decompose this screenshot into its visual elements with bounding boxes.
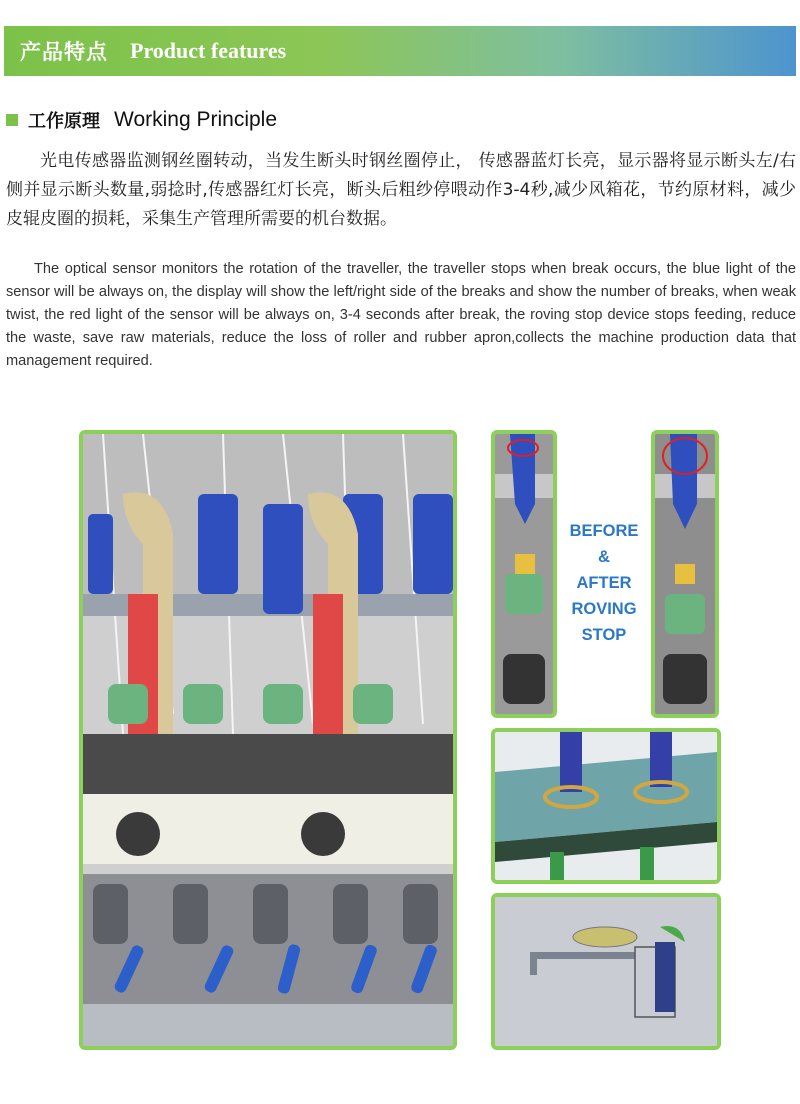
sensor-cad-render	[491, 728, 721, 884]
section-heading	[6, 106, 277, 134]
banner-title-cn: 产品特点	[20, 40, 108, 64]
label-roving: ROVING	[571, 600, 637, 618]
label-after: AFTER	[576, 574, 632, 592]
description-en: The optical sensor monitors the rotation of the traveller, the traveller stops when break occurs, the blue light of the sensor will be always on, the display will show the left/right side of the breaks and show the number of breaks, when weak twist, the red light of the sensor will be always on, 3-4 seconds after break, the roving stop device stops feeding, reduce the waste, save raw materials, reduce the loss of roller and rubber apron,collects the machine production data that management required.	[6, 261, 796, 369]
section-title-cn: 工作原理	[28, 111, 100, 132]
section-title-en: Working Principle	[114, 108, 278, 131]
banner-title-en: Product features	[130, 38, 287, 63]
description-cn: 光电传感器监测钢丝圈转动，当发生断头时钢丝圈停止， 传感器蓝灯长亮，显示器将显示断头左/右侧并显示断头数量,弱捻时,传感器红灯长亮，断头后粗纱停喂动作3-4秒,减少风箱花，节约原材料，减少皮辊皮圈的损耗，采集生产管理所需要的机台数据。	[6, 151, 796, 229]
label-before: BEFORE	[569, 522, 639, 540]
traveller-ring-diagram	[491, 893, 721, 1050]
before-after-label	[560, 518, 648, 648]
after-roving-stop-photo	[651, 430, 719, 718]
before-roving-stop-photo	[491, 430, 557, 718]
square-bullet-icon	[6, 114, 18, 126]
spinning-frame-photo	[79, 430, 457, 1050]
section-banner	[4, 26, 796, 76]
label-stop: STOP	[581, 626, 627, 644]
label-ampersand: &	[598, 548, 610, 566]
